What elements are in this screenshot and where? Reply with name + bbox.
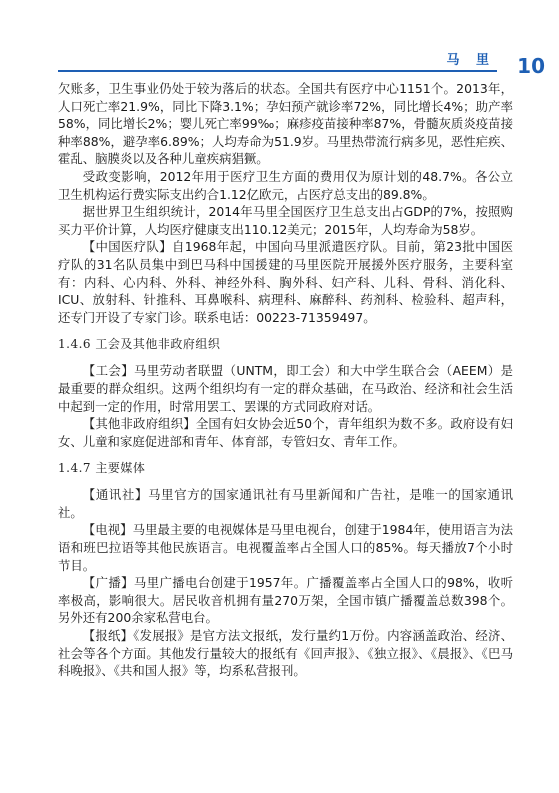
paragraph-chinese-medical-team: 【中国医疗队】自1968年起，中国向马里派遣医疗队。目前，第23批中国医疗队的31名队员集中到巴马科中国援建的马里医院开展援外医疗服务，主要科室有：内科、心内科、外科、神经外科、胸外科、妇产科、儿科、骨科、消化科、ICU、放射科、针推科、耳鼻喉科、病理科、麻醉科、药剂科、检验科、超声科，还专门开设了专家门诊。联系电话：00223-71359497。 — [58, 239, 513, 325]
paragraph-newspapers: 【报纸】《发展报》是官方法文报纸，发行量约1万份。内容涵盖政治、经济、社会等各个方面。其他发行量较大的报纸有《回声报》、《独立报》、《晨报》、《巴马科晚报》、《共和国人报》等，均系私营报刊。 — [58, 628, 513, 679]
section-heading-unions-ngos: 1.4.6 工会及其他非政府组织 — [58, 337, 221, 352]
paragraph-unions: 【工会】马里劳动者联盟（UNTM，即工会）和大中学生联合会（AEEM）是最重要的群众组织。这两个组织均有一定的群众基础，在马政治、经济和社会生活中起到一定的作用，时常用罢工、罢课的方式同政府对话。 — [58, 363, 513, 414]
paragraph-health-stats: 欠账多，卫生事业仍处于较为落后的状态。全国共有医疗中心1151个。2013年，人口死亡率21.9%，同比下降3.1%；孕妇预产就诊率72%，同比增长4%；助产率58%，同比增长2%；婴儿死亡率99‰；麻疹疫苗接种率87%，骨髓灰质炎疫苗接种率88%，避孕率6.89%；人均寿命为51.9岁。马里热带流行病多见，恶性疟疾、霍乱、脑膜炎以及各种儿童疾病猖獗。 — [58, 81, 513, 167]
paragraph-radio: 【广播】马里广播电台创建于1957年。广播覆盖率占全国人口的98%，收听率极高，影响很大。居民收音机拥有量270万架，全国市镇广播覆盖总数398个。另外还有200余家私营电台。 — [58, 575, 513, 626]
paragraph-other-ngos: 【其他非政府组织】全国有妇女协会近50个，青年组织为数不多。政府设有妇女、儿童和家庭促进部和青年、体育部，专管妇女、青年工作。 — [58, 416, 513, 449]
header-rule — [58, 70, 497, 72]
page-number: 10 — [517, 54, 545, 78]
paragraph-news-agency: 【通讯社】马里官方的国家通讯社有马里新闻和广告社，是唯一的国家通讯社。 — [58, 487, 513, 520]
paragraph-television: 【电视】马里最主要的电视媒体是马里电视台，创建于1984年，使用语言为法语和班巴拉语等其他民族语言。电视覆盖率占全国人口的85%。每天播放7个小时节目。 — [58, 522, 513, 573]
page-body — [58, 80, 513, 680]
running-title: 马 里 — [446, 53, 495, 68]
paragraph-who-stats: 据世界卫生组织统计，2014年马里全国医疗卫生总支出占GDP的7%，按照购买力平价计算，人均医疗健康支出110.12美元；2015年，人均寿命为58岁。 — [58, 204, 513, 237]
page-header — [0, 0, 559, 78]
section-heading-media: 1.4.7 主要媒体 — [58, 461, 146, 476]
paragraph-coup-impact: 受政变影响，2012年用于医疗卫生方面的费用仅为原计划的48.7%。各公立卫生机构运行费实际支出约合1.12亿欧元，占医疗总支出的89.8%。 — [58, 168, 513, 202]
